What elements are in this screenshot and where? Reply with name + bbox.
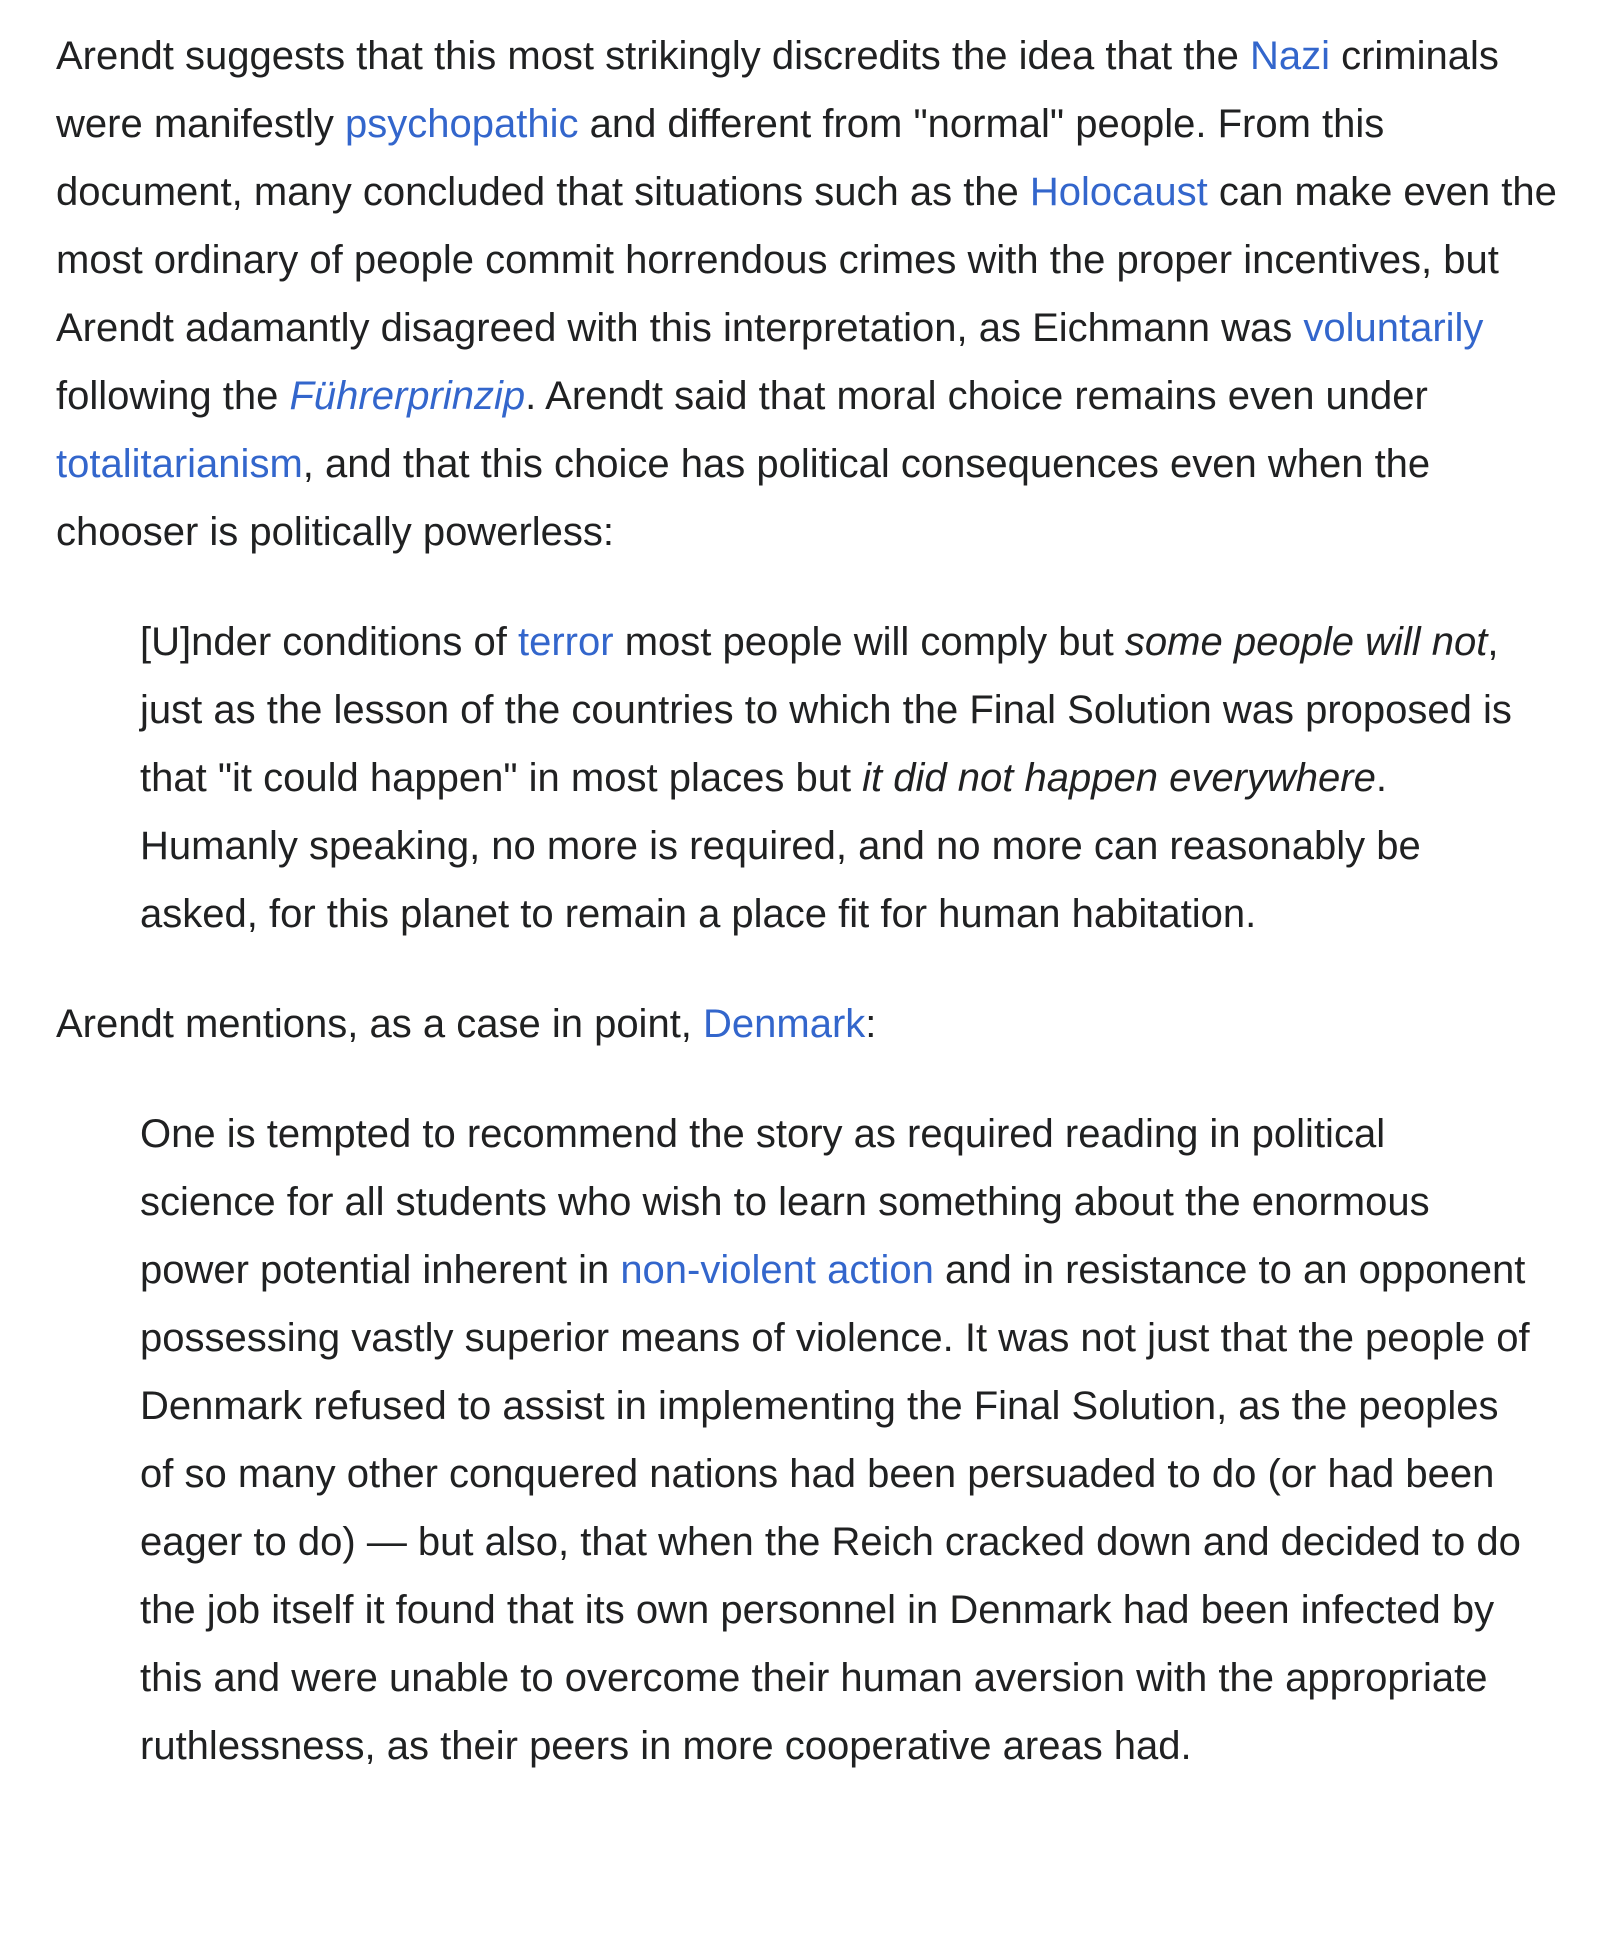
text: :: [865, 1002, 877, 1046]
text: Arendt mentions, as a case in point,: [56, 1002, 704, 1046]
text: . Arendt said that moral choice remains even under: [525, 374, 1428, 418]
link-terror[interactable]: terror: [518, 620, 614, 664]
quote-text: [140, 1100, 1530, 1780]
link-denmark[interactable]: Denmark: [703, 1002, 866, 1046]
text: [U]nder conditions of: [140, 620, 518, 664]
text: criminals were manifestly: [56, 34, 1499, 146]
link-totalitarianism[interactable]: totalitarianism: [56, 442, 303, 486]
text: One is tempted to recommend the story as required reading in political science for all students who wish to learn something about the enormous power potential inherent in: [140, 1112, 1430, 1292]
text: can make even the most ordinary of people commit horrendous crimes with the proper incentives, but Arendt adamantly disagreed with this interpretation, as Eichmann was: [56, 170, 1557, 350]
text: . Humanly speaking, no more is required, and no more can reasonably be asked, for this planet to remain a place fit for human habitation.: [140, 756, 1421, 936]
blockquote-terror: [140, 608, 1530, 948]
link-nazi[interactable]: Nazi: [1249, 34, 1330, 78]
quote-text: [140, 608, 1530, 948]
paragraph-eichmann: [56, 22, 1570, 566]
paragraph-denmark: [56, 990, 1570, 1058]
text: most people will comply but: [613, 620, 1125, 664]
link-non-violent-action[interactable]: non-violent action: [620, 1248, 934, 1292]
text: , just as the lesson of the countries to which the Final Solution was proposed is that "it could happen" in most places but: [140, 620, 1512, 800]
text: and different from "normal" people. From this document, many concluded that situations such as the: [56, 102, 1385, 214]
link-fuhrerprinzip[interactable]: [289, 374, 525, 418]
text: and in resistance to an opponent possessing vastly superior means of violence. It was not just that the people of Denmark refused to assist in implementing the Final Solution, as the peoples of so many other conquered nations had been persuaded to do (or had been eager to do) — but also, that when the Reich cracked down and decided to do the job itself it found that its own personnel in Denmark had been infected by this and were unable to overcome their human aversion with the appropriate ruthlessness, as their peers in more cooperative areas had.: [140, 1248, 1530, 1768]
text: , and that this choice has political consequences even when the chooser is politically powerless:: [56, 442, 1431, 554]
link-holocaust[interactable]: Holocaust: [1029, 170, 1208, 214]
blockquote-denmark: [140, 1100, 1530, 1780]
text: Arendt suggests that this most strikingly discredits the idea that the: [56, 34, 1250, 78]
emphasis: it did not happen everywhere: [862, 756, 1376, 800]
fuhrerprinzip-italic: Führerprinzip: [289, 374, 526, 418]
emphasis: some people will not: [1124, 620, 1488, 664]
link-psychopathic[interactable]: psychopathic: [344, 102, 579, 146]
link-voluntarily[interactable]: voluntarily: [1303, 306, 1484, 350]
text: following the: [56, 374, 290, 418]
